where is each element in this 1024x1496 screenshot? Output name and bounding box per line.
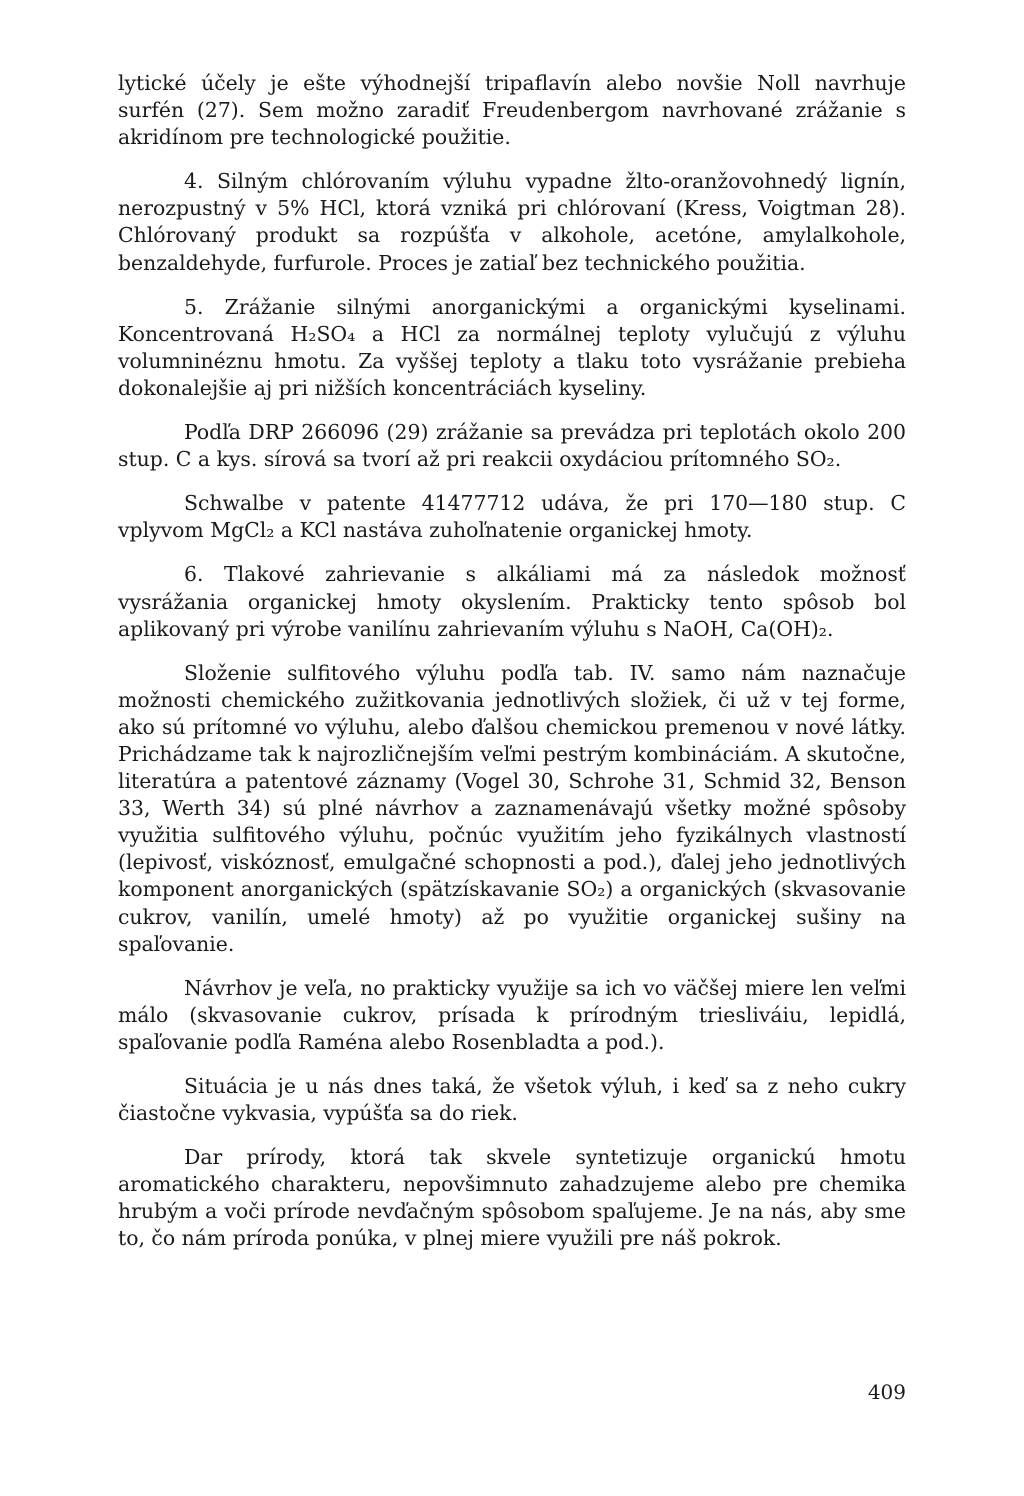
paragraph-5: Schwalbe v patente 41477712 udáva, že pri 170—180 stup. C vplyvom MgCl₂ a KCl nastáva zuhoľnatenie organickej hmoty. xyxy=(118,491,906,543)
paragraph-8: Návrhov je veľa, no prakticky využije sa ich vo väčšej miere len veľmi málo (skvasovanie cukrov, prísada k prírodným triesliváiu, lepidlá, spaľovanie podľa Raména alebo Rosenbladta a pod.). xyxy=(118,975,906,1054)
page-body xyxy=(118,70,906,1270)
paragraph-7: Složenie sulfitového výluhu podľa tab. IV. samo nám naznačuje možnosti chemického zužitkovania jednotlivých složiek, či už v tej forme, ako sú prítomné vo výluhu, alebo ďalšou chemickou premenou v nové látky. Prichádzame tak k najrozličnejším veľmi pestrým kombináciám. A skutočne, literatúra a patentové záznamy (Vogel 30, Schrohe 31, Schmid 32, Benson 33, Werth 34) sú plné návrhov a zaznamenávajú všetky možné spôsoby využitia sulfitového výluhu, počnúc využitím jeho fyzikálnych vlastností (lepivosť, viskóznosť, emulgačné schopnosti a pod.), ďalej jeho jednotlivých komponent anorganických (spätzískavanie SO₂) a organických (skvasovanie cukrov, vanilín, umelé hmoty) až po využitie organickej sušiny na spaľovanie. xyxy=(118,660,906,956)
paragraph-2: 4. Silným chlórovaním výluhu vypadne žlto-oranžovohnedý lignín, nerozpustný v 5% HCl, ktorá vzniká pri chlórovaní (Kress, Voigtman 28). Chlórovaný produkt sa rozpúšťa v alkohole, acetóne, amylalkohole, benzaldehyde, furfurole. Proces je zatiaľ bez technického použitia. xyxy=(118,169,906,275)
page-number: 409 xyxy=(867,1380,906,1404)
paragraph-1: lytické účely je ešte výhodnejší tripaflavín alebo novšie Noll navrhuje surfén (27). Sem možno zaradiť Freudenbergom navrhované zrážanie s akridínom pre technologické použitie. xyxy=(118,71,906,150)
paragraph-9: Situácia je u nás dnes taká, že všetok výluh, i keď sa z neho cukry čiastočne vykvasia, vypúšťa sa do riek. xyxy=(118,1074,906,1126)
paragraph-4: Podľa DRP 266096 (29) zrážanie sa prevádza pri teplotách okolo 200 stup. C a kys. sírová sa tvorí až pri reakcii oxydáciou prítomného SO₂. xyxy=(118,420,906,472)
paragraph-10: Dar prírody, ktorá tak skvele syntetizuje organickú hmotu aromatického charakteru, nepovšimnuto zahadzujeme alebo pre chemika hrubým a voči prírode nevďačným spôsobom spaľujeme. Je na nás, aby sme to, čo nám príroda ponúka, v plnej miere využili pre náš pokrok. xyxy=(118,1145,906,1251)
paragraph-6: 6. Tlakové zahrievanie s alkáliami má za následok možnosť vysrážania organickej hmoty okyslením. Prakticky tento spôsob bol aplikovaný pri výrobe vanilínu zahrievaním výluhu s NaOH, Ca(OH)₂. xyxy=(118,562,906,641)
paragraph-3: 5. Zrážanie silnými anorganickými a organickými kyselinami. Koncentrovaná H₂SO₄ a HCl za normálnej teploty vylučujú z výluhu volumninéznu hmotu. Za vyššej teploty a tlaku toto vysrážanie prebieha dokonalejšie aj pri nižších koncentráciách kyseliny. xyxy=(118,294,906,400)
